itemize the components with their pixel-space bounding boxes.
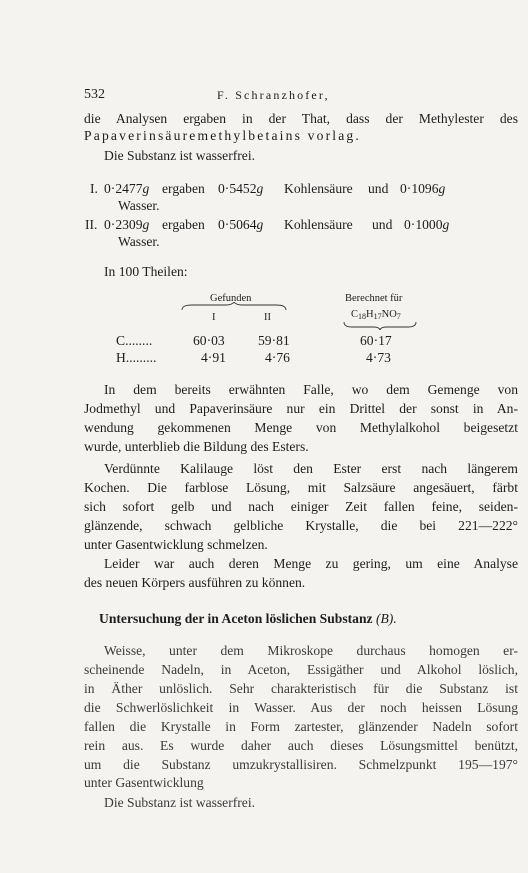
section-heading: Untersuchung der in Aceton löslichen Substanz (B). <box>99 611 397 626</box>
book-page: 532 F. Schranzhofer, die Analysen ergaben in der That, dass der Methylester des Papaverinsäuremethylbetains vorlag. Die Substanz ist wasserfrei. I. 0·2477g ergaben 0·5452g Kohlensäure und 0·1096g Wasser. II. 0·2309g ergaben 0·5064g Kohlensäure und 0·1000g Wasser. In 100 Theilen: Gefunden Berechnet für I II $C_{18}H_{17}NO_7$ C........ 60·03 59·81 60·17 H......... 4·91 4·76 4·73 In dem bereits erwähnten Falle, wo dem Gemenge von Jodmethyl und Papaverinsäure nur ein Drittel der sonst in An- wendung gekommenen Menge von Methylalkohol beigesetzt wurde, unterblieb die Bildung des Esters. Verdünnte Kalilauge löst den Ester erst nach längerem Kochen. Die farblose Lösung, mit Salzsäure angesäuert, färbt sich sofort gelb und nach einiger Zeit fallen feine, seiden- glänzende, schwach gelbliche Krystalle, die bei 221—222° unter Gasentwicklung schmelzen. Leider war auch deren Menge zu gering, um eine Analyse des neuen Körpers ausführen zu können. Untersuchung der in Aceton löslichen Substanz (B). Weisse, unter dem Mikroskope durchaus homogen er- scheinende Nadeln, in Aceton, Essigäther und Alkohol löslich, in Äther unlöslich. Sehr charakteristisch für die Substanz ist die Schwerlöslichkeit in Wasser. Aus der noch heissen Lösung fallen die Krystalle in Form zartester, glänzender Nadeln sofort rein aus. Es wurde daher auch dieses Lösungsmittel benützt, um die Substanz umzukrystallisiren. Schmelzpunkt 195—197° unter Gasentwicklung Die Substanz ist wasserfrei. <box>84 87 518 810</box>
row-H-label: H......... <box>116 350 157 365</box>
row-H-calc: 4·73 <box>366 350 391 365</box>
table-intro: In 100 Theilen: <box>104 264 188 279</box>
intro-line-1: die Analysen ergaben in der That, dass der Methylester des <box>84 111 518 126</box>
formula: $C_{18}H_{17}NO_7$ <box>351 309 401 321</box>
row-C-label: C........ <box>116 333 153 348</box>
col-I-header: I <box>212 312 216 323</box>
paragraph-5: Die Substanz ist wasserfrei. <box>104 795 256 810</box>
calc-header: Berechnet für <box>345 293 403 304</box>
intro-line-3: Die Substanz ist wasserfrei. <box>104 148 256 163</box>
calc-brace <box>342 320 418 330</box>
row-H-II: 4·76 <box>265 350 290 365</box>
found-header: Gefunden <box>210 293 252 304</box>
row-C-II: 59·81 <box>258 333 290 348</box>
page-number: 532 <box>84 87 105 102</box>
row-H-I: 4·91 <box>201 350 226 365</box>
intro-line-2: Papaverinsäuremethylbetains vorlag. <box>84 128 361 143</box>
found-brace <box>180 302 288 312</box>
row-C-calc: 60·17 <box>360 333 392 348</box>
row-C-I: 60·03 <box>193 333 225 348</box>
running-head: F. Schranzhofer, <box>217 88 330 102</box>
col-II-header: II <box>264 312 271 323</box>
